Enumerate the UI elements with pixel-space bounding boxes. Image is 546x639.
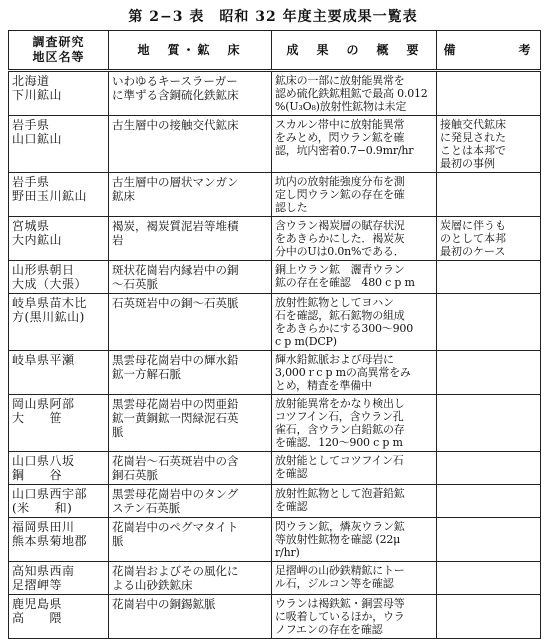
table-row	[9, 217, 541, 261]
cell-area: 福岡県田川 熊本県菊地郡	[9, 518, 109, 562]
cell-area: 北海道 下川鉱山	[9, 71, 109, 116]
table-row	[9, 261, 541, 294]
header-geology: 地 質・鉱 床	[109, 31, 272, 71]
cell-geology: 斑状花崗岩内縁岩中の銅 〜石英脈	[109, 261, 272, 294]
table-row	[9, 351, 541, 395]
cell-geology: 花崗岩中の銅錫鉱脈	[109, 595, 272, 639]
table-title: 第 2−3 表 昭和 32 年度主要成果一覧表	[128, 9, 418, 25]
header-row	[9, 31, 541, 71]
cell-remarks	[437, 173, 541, 217]
table-row	[9, 173, 541, 217]
cell-area: 山口県西宇部 (米 和)	[9, 485, 109, 518]
results-table	[8, 30, 541, 639]
cell-remarks	[437, 71, 541, 116]
cell-area: 岩手県 山口鉱山	[9, 116, 109, 173]
cell-remarks	[437, 452, 541, 485]
cell-remarks: 接触交代鉱床 に発見された ことは本邦で 最初の事例	[437, 116, 541, 173]
table-row	[9, 518, 541, 562]
cell-geology: 古生層中の接触交代鉱床	[109, 116, 272, 173]
table-row	[9, 116, 541, 173]
table-row	[9, 562, 541, 595]
cell-results: 閃ウラン鉱，燐灰ウラン鉱 等放射性鉱物を確認 (22μ r/hr)	[272, 518, 437, 562]
table-row	[9, 485, 541, 518]
cell-area: 山形県朝日 大成（大張）	[9, 261, 109, 294]
table-row	[9, 395, 541, 452]
cell-remarks	[437, 562, 541, 595]
cell-results: 輝水鉛鉱脈および母岩に 3,000ｒc p mの高異常をみ とめ，精査を準備中	[272, 351, 437, 395]
cell-results: 放射性鉱物として泡蒼鉛鉱 を確認	[272, 485, 437, 518]
cell-geology: いわゆるキースラーガー に準ずる含銅硫化鉄鉱床	[109, 71, 272, 116]
cell-geology: 花崗岩中のペグマタイト 脈	[109, 518, 272, 562]
cell-geology: 古生層中の層状マンガン 鉱床	[109, 173, 272, 217]
cell-results: 含ウラン褐炭層の賦存状況 をあきらかにした．褐炭灰 分中のUは0.0n%である．	[272, 217, 437, 261]
table-row	[9, 294, 541, 351]
cell-geology: 花崗岩〜石英斑岩中の含 銅石英脈	[109, 452, 272, 485]
cell-geology: 黒雲母花崗岩中の閃亜鉛 鉱一黄銅鉱一閃緑泥石英 脈	[109, 395, 272, 452]
cell-geology: 黒雲母花崗岩中の輝水鉛 鉱一方解石脈	[109, 351, 272, 395]
cell-geology: 花崗岩およびその風化に よる山砂鉄鉱床	[109, 562, 272, 595]
cell-results: スカルン帯中に放射能異常 をみとめ，閃ウラン鉱を確 認，坑内密着0.7−0.9mr/hr	[272, 116, 437, 173]
cell-results: 放射能としてコツフイン石 を確認	[272, 452, 437, 485]
cell-area: 岐阜県苗木比 方(黒川鉱山)	[9, 294, 109, 351]
cell-remarks	[437, 595, 541, 639]
cell-area: 鹿児島県 高 隈	[9, 595, 109, 639]
table-row	[9, 452, 541, 485]
cell-geology: 石英斑岩中の銅〜石英脈	[109, 294, 272, 351]
cell-remarks	[437, 395, 541, 452]
cell-area: 岩手県 野田玉川鉱山	[9, 173, 109, 217]
cell-results: 鉱床の一部に放射能異常を 認め硫化鉄鉱粗鉱で最高 0.012 %(U₃O₈)放射性鉱物は未定	[272, 71, 437, 116]
cell-area: 山口県八坂 鋼 谷	[9, 452, 109, 485]
cell-results: 放射性鉱物としてヨハン 石を確認，鉱石鉱物の組成 をあきらかにする300〜900 c p m(DCP)	[272, 294, 437, 351]
cell-area: 岡山県阿部 大 笹	[9, 395, 109, 452]
cell-remarks	[437, 351, 541, 395]
cell-area: 岐阜県平瀬	[9, 351, 109, 395]
cell-remarks	[437, 261, 541, 294]
cell-results: 銅上ウラン鉱 灑青ウラン 鉱の存在を確認 480 c p m	[272, 261, 437, 294]
cell-remarks: 炭層に伴うも のとして本邦 最初のケース	[437, 217, 541, 261]
cell-results: 足摺岬の山砂鉄精鉱にトー ル石，ジルコン等を確認	[272, 562, 437, 595]
cell-area: 高知県西南 足摺岬等	[9, 562, 109, 595]
cell-geology: 黒雲母花崗岩中のタング ステン石英脈	[109, 485, 272, 518]
header-area: 調査研究 地区名等	[9, 31, 109, 71]
cell-remarks	[437, 294, 541, 351]
cell-results: 坑内の放射能強度分布を測 定し閃ウラン鉱の存在を確 認した	[272, 173, 437, 217]
cell-remarks	[437, 485, 541, 518]
table-row	[9, 595, 541, 639]
header-remarks: 備 考	[437, 31, 541, 71]
cell-results: ウランは褐鉄鉱・銅雲母等 に吸着しているほか，ウラ ノフエンの存在を確認	[272, 595, 437, 639]
cell-area: 宮城県 大内鉱山	[9, 217, 109, 261]
cell-geology: 褐炭，褐炭質泥岩等堆積 岩	[109, 217, 272, 261]
cell-remarks	[437, 518, 541, 562]
table-row	[9, 71, 541, 116]
header-results: 成 果 の 概 要	[272, 31, 437, 71]
cell-results: 放射能異常をかなり検出し コツフイン石，含ウラン孔 雀石，含ウラン白鉛鉱の存 を確認．120〜900 c p m	[272, 395, 437, 452]
